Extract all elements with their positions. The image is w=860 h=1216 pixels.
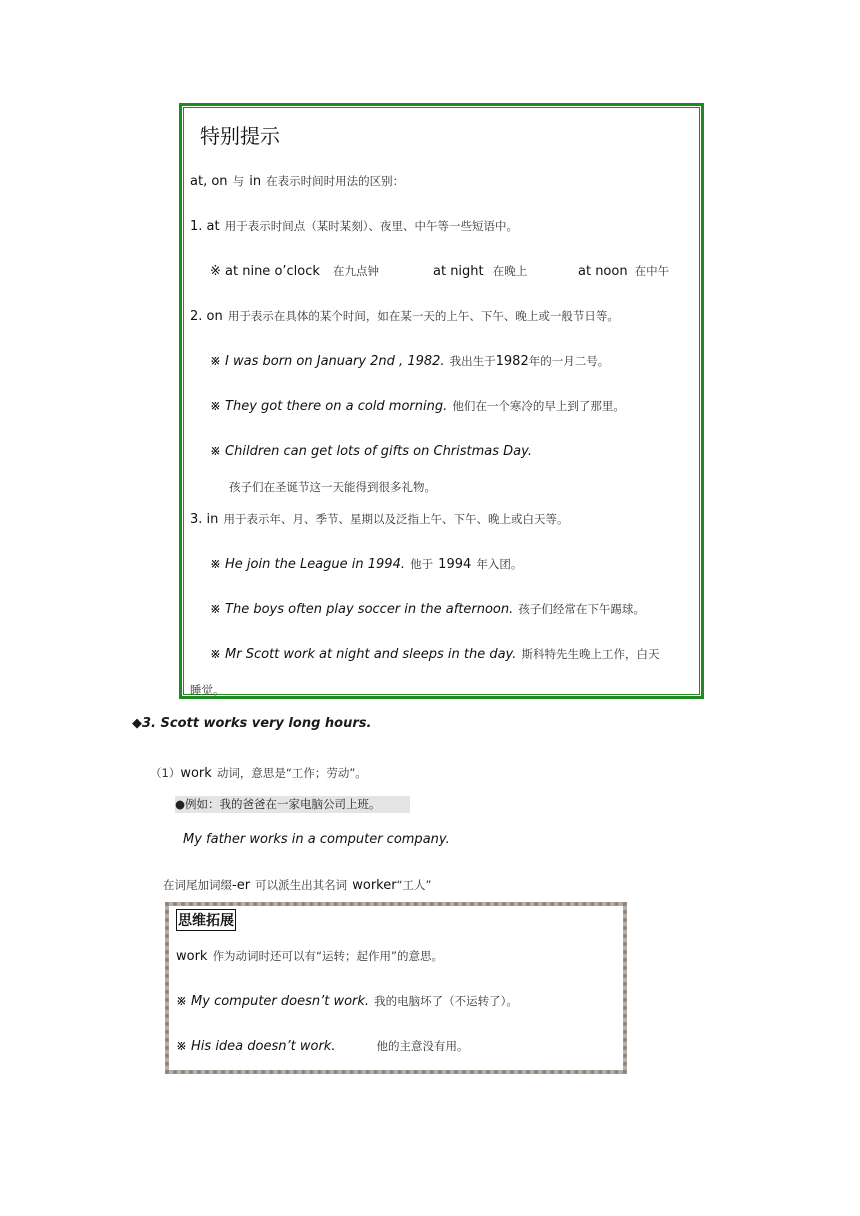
example-zh: 他的主意没有用。 [376,1039,469,1053]
example-en: ※ at nine o’clock [210,264,320,279]
example-zh: 他于 [410,557,434,571]
intro-at-on: at, on [190,174,228,189]
item-1-word: work [180,766,212,781]
point-1-example-2 [433,260,527,279]
think-line-1 [176,945,443,964]
example-zh-2: 年入团。 [476,557,523,571]
example-en: at night [433,264,484,279]
tip-intro [190,170,404,189]
item-1-desc: 动词，意思是“工作；劳动”。 [216,766,367,780]
example-en: ※ I was born on January 2nd , 1982. [210,354,445,369]
point-1-num: 1. at [190,219,220,234]
example-year: 1982 [495,354,529,369]
suffix-zh-2: 可以派生出其名词 [255,878,348,892]
intro-in: in [249,174,262,189]
point-3-num: 3. in [190,512,219,527]
point-3-example-2 [210,598,645,617]
suffix-note [163,874,432,893]
point-1-example-1 [210,260,379,279]
example-year: 1994 [438,557,472,572]
example-zh: 在九点钟 [333,264,380,278]
section-heading: ◆3. Scott works very long hours. [132,716,372,731]
item-1 [150,762,367,781]
example-zh: 在中午 [634,264,670,278]
point-3-example-3-cont [190,679,225,698]
point-2-num: 2. on [190,309,223,324]
think-example-1 [176,990,518,1009]
think-desc: 作为动词时还可以有“运转；起作用”的意思。 [212,949,443,963]
suffix-worker: worker [352,878,397,893]
example-zh-continued: 睡觉。 [190,683,225,697]
point-1 [190,215,518,234]
suffix-zh-3: “工人” [396,878,432,892]
intro-desc: 在表示时间时用法的区别： [266,174,405,188]
example-sentence [183,828,450,847]
point-2-example-3 [210,440,532,459]
example-en: ※ He join the League in 1994. [210,557,405,572]
suffix-zh-1: 在词尾加词缀 [163,878,232,892]
point-2-example-3-translation [229,476,436,495]
point-2-example-2 [210,395,625,414]
point-2-desc: 用于表示在具体的某个时间，如在某一天的上午、下午、晚上或一般节日等。 [227,309,619,323]
example-zh: 孩子们在圣诞节这一天能得到很多礼物。 [229,480,436,494]
example-en: ※ My computer doesn’t work. [176,994,370,1009]
point-3 [190,508,568,527]
example-en: ※ Mr Scott work at night and sleeps in the day. [210,647,517,662]
point-2 [190,305,619,324]
example-en: at noon [578,264,628,279]
example-zh: 他们在一个寒冷的早上到了那里。 [452,399,625,413]
example-zh: 孩子们经常在下午踢球。 [518,602,645,616]
example-en: ※ His idea doesn’t work. [176,1039,336,1054]
point-1-example-3 [578,260,669,279]
think-example-2 [176,1035,469,1054]
example-label: ●例如：我的爸爸在一家电脑公司上班。 [175,796,410,813]
example-zh-2: 年的一月二号。 [528,354,610,368]
suffix-er: -er [232,878,251,893]
tip-title: 特别提示 [200,124,280,148]
example-en: ※ The boys often play soccer in the afternoon. [210,602,514,617]
example-en: ※ Children can get lots of gifts on Christmas Day. [210,444,532,459]
think-word: work [176,949,208,964]
point-3-example-3 [210,643,659,662]
example-zh: 斯科特先生晚上工作，白天 [521,647,660,661]
point-3-desc: 用于表示年、月、季节、星期以及泛指上午、下午、晚上或白天等。 [223,512,569,526]
example-en: ※ They got there on a cold morning. [210,399,448,414]
intro-with: 与 [232,174,245,188]
point-2-example-1 [210,350,609,369]
example-zh: 我的电脑坏了（不运转了）。 [374,994,518,1008]
item-1-num: （1） [150,766,181,780]
point-1-desc: 用于表示时间点（某时某刻）、夜里、中午等一些短语中。 [224,219,518,233]
point-3-example-1 [210,553,522,572]
example-zh: 我出生于 [449,354,496,368]
example-zh: 在晚上 [492,264,528,278]
thinking-title: 思维拓展 [176,909,236,931]
example-en: My father works in a computer company. [183,832,450,847]
